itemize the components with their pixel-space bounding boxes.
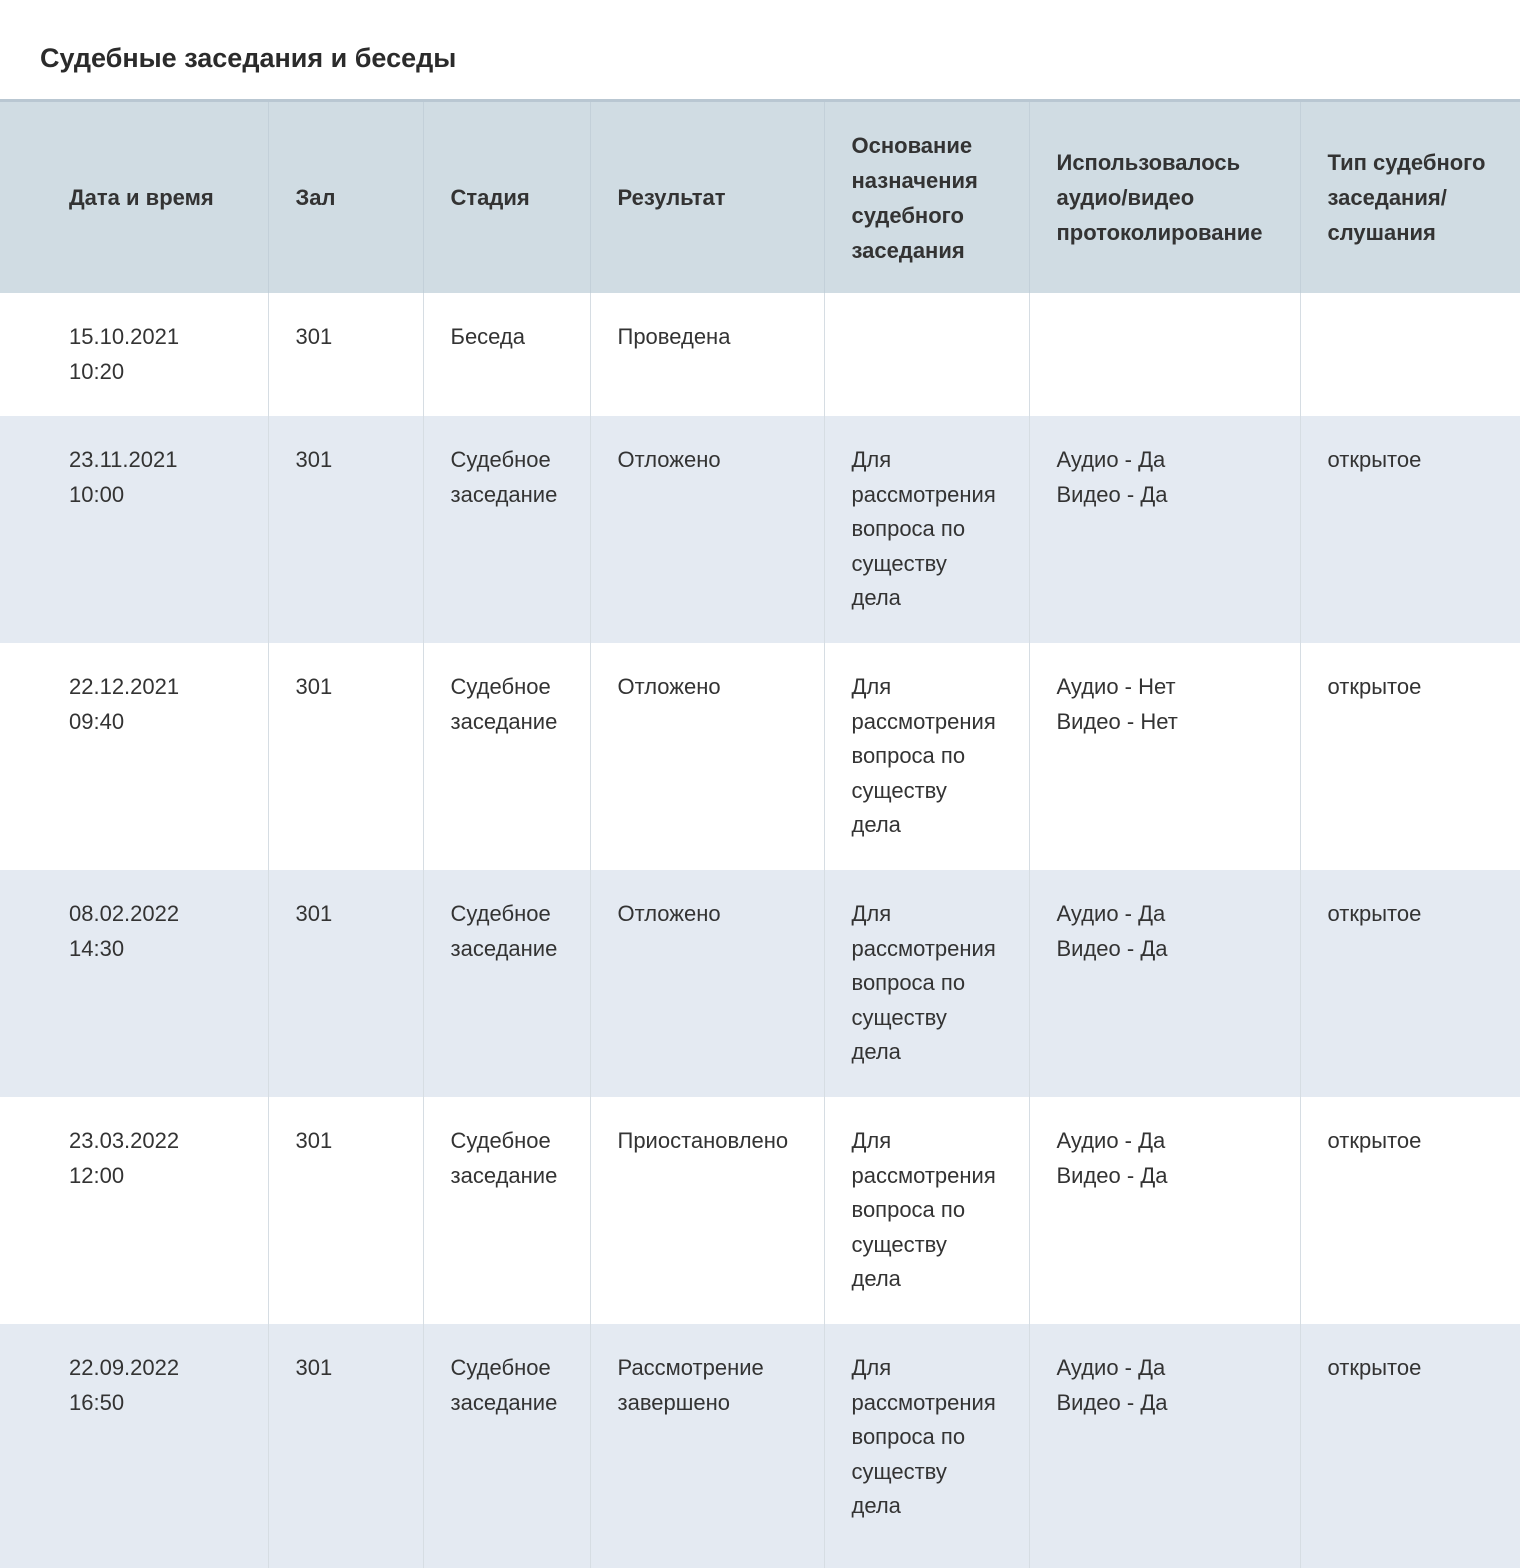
cell-recording — [1029, 293, 1300, 416]
cell-basis: Для рассмотрения вопроса по существу дела — [824, 1324, 1029, 1568]
table-row — [0, 870, 1520, 1097]
cell-hall: 301 — [268, 293, 423, 416]
cell-type: открытое — [1300, 1097, 1520, 1324]
cell-hall: 301 — [268, 1097, 423, 1324]
cell-result: Приостановлено — [590, 1097, 824, 1324]
cell-datetime: 22.09.2022 16:50 — [0, 1324, 268, 1568]
cell-type: открытое — [1300, 643, 1520, 870]
cell-result: Проведена — [590, 293, 824, 416]
header-stage: Стадия — [423, 101, 590, 294]
cell-result: Рассмотрение завершено — [590, 1324, 824, 1568]
header-basis: Основание назначения судебного заседания — [824, 101, 1029, 294]
cell-stage: Судебное заседание — [423, 1324, 590, 1568]
table-row — [0, 643, 1520, 870]
cell-recording: Аудио - Нет Видео - Нет — [1029, 643, 1300, 870]
cell-datetime: 23.11.2021 10:00 — [0, 416, 268, 643]
header-datetime: Дата и время — [0, 101, 268, 294]
hearings-table — [0, 99, 1520, 1568]
cell-basis: Для рассмотрения вопроса по существу дела — [824, 870, 1029, 1097]
cell-result: Отложено — [590, 643, 824, 870]
header-result: Результат — [590, 101, 824, 294]
cell-stage: Судебное заседание — [423, 1097, 590, 1324]
table-row — [0, 416, 1520, 643]
cell-type: открытое — [1300, 416, 1520, 643]
cell-hall: 301 — [268, 416, 423, 643]
cell-basis: Для рассмотрения вопроса по существу дела — [824, 1097, 1029, 1324]
table-row — [0, 1097, 1520, 1324]
cell-stage: Судебное заседание — [423, 416, 590, 643]
cell-basis — [824, 293, 1029, 416]
cell-recording: Аудио - Да Видео - Да — [1029, 1097, 1300, 1324]
cell-type — [1300, 293, 1520, 416]
cell-basis: Для рассмотрения вопроса по существу дела — [824, 643, 1029, 870]
header-recording: Использовалось аудио/видео протоколирование — [1029, 101, 1300, 294]
table-row — [0, 293, 1520, 416]
table-row — [0, 1324, 1520, 1568]
header-type: Тип судебного заседания/ слушания — [1300, 101, 1520, 294]
header-row — [0, 101, 1520, 294]
cell-result: Отложено — [590, 416, 824, 643]
cell-hall: 301 — [268, 870, 423, 1097]
cell-hall: 301 — [268, 643, 423, 870]
cell-basis: Для рассмотрения вопроса по существу дела — [824, 416, 1029, 643]
cell-type: открытое — [1300, 1324, 1520, 1568]
cell-recording: Аудио - Да Видео - Да — [1029, 416, 1300, 643]
table-header — [0, 101, 1520, 294]
cell-stage: Беседа — [423, 293, 590, 416]
header-hall: Зал — [268, 101, 423, 294]
cell-datetime: 08.02.2022 14:30 — [0, 870, 268, 1097]
cell-datetime: 15.10.2021 10:20 — [0, 293, 268, 416]
cell-type: открытое — [1300, 870, 1520, 1097]
cell-hall: 301 — [268, 1324, 423, 1568]
cell-recording: Аудио - Да Видео - Да — [1029, 870, 1300, 1097]
cell-datetime: 23.03.2022 12:00 — [0, 1097, 268, 1324]
cell-datetime: 22.12.2021 09:40 — [0, 643, 268, 870]
section-title: Судебные заседания и беседы — [40, 43, 457, 73]
cell-result: Отложено — [590, 870, 824, 1097]
cell-stage: Судебное заседание — [423, 643, 590, 870]
cell-stage: Судебное заседание — [423, 870, 590, 1097]
cell-recording: Аудио - Да Видео - Да — [1029, 1324, 1300, 1568]
table-body — [0, 293, 1520, 1568]
